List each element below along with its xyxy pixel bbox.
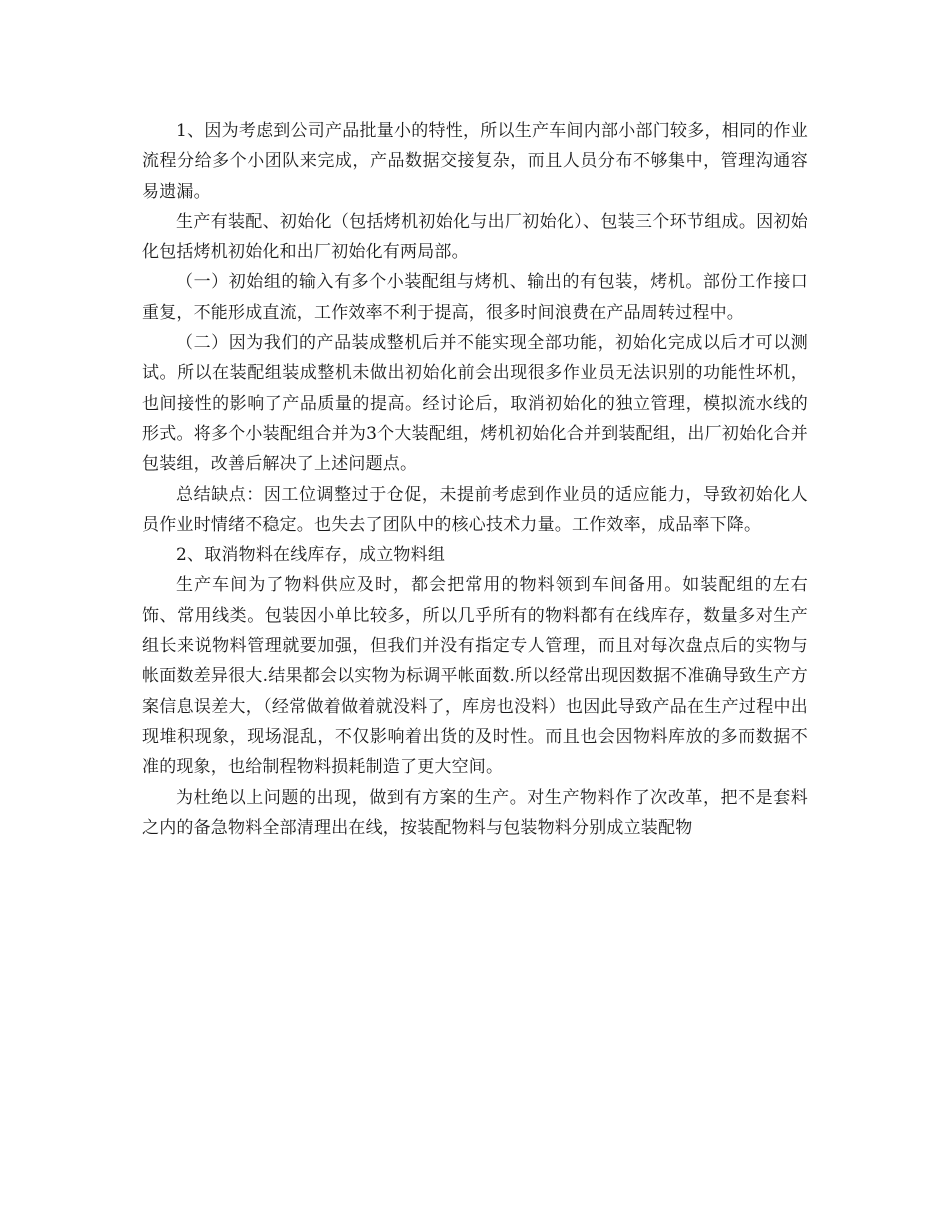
document-body <box>142 116 808 843</box>
paragraph-6: 生产车间为了物料供应及时，都会把常用的物料领到车间备用。如装配组的左右饰、常用线类。包装因小单比较多，所以几乎所有的物料都有在线库存，数量多对生产组长来说物料管理就要加强，但我们并没有指定专人管理，而且对每次盘点后的实物与帐面数差异很大.结果都会以实物为标调平帐面数.所以经常出现因数据不准确导致生产方案信息误差大，（经常做着做着就没料了，库房也没料）也因此导致产品在生产过程中出现堆积现象，现场混乱，不仅影响着出货的及时性。而且也会因物料库放的多而数据不准的现象，也给制程物料损耗制造了更大空间。 <box>142 575 808 778</box>
paragraph-1: 1、因为考虑到公司产品批量小的特性，所以生产车间内部小部门较多，相同的作业流程分给多个小团队来完成，产品数据交接复杂，而且人员分布不够集中，管理沟通容易遗漏。 <box>142 121 808 202</box>
paragraph-4: （二）因为我们的产品装成整机后并不能实现全部功能，初始化完成以后才可以测试。所以在装配组装成整机未做出初始化前会出现很多作业员无法识别的功能性坏机，也间接性的影响了产品质量的提高。经讨论后，取消初始化的独立管理，模拟流水线的形式。将多个小装配组合并为3个大装配组，烤机初始化合并到装配组，出厂初始化合并包装组，改善后解决了上述问题点。 <box>142 333 808 475</box>
paragraph-3: （一）初始组的输入有多个小装配组与烤机、输出的有包装，烤机。部份工作接口重复，不能形成直流，工作效率不利于提高，很多时间浪费在产品周转过程中。 <box>142 272 808 323</box>
section-heading-2: 2、取消物料在线库存，成立物料组 <box>176 545 446 566</box>
paragraph-5: 总结缺点：因工位调整过于仓促，未提前考虑到作业员的适应能力，导致初始化人员作业时情绪不稳定。也失去了团队中的核心技术力量。工作效率，成品率下降。 <box>142 484 808 535</box>
paragraph-2: 生产有装配、初始化（包括烤机初始化与出厂初始化）、包装三个环节组成。因初始化包括烤机初始化和出厂初始化有两局部。 <box>142 211 808 263</box>
paragraph-7: 为杜绝以上问题的出现，做到有方案的生产。对生产物料作了次改革，把不是套料之内的备急物料全部清理出在线，按装配物料与包装物料分别成立装配物 <box>142 787 808 838</box>
